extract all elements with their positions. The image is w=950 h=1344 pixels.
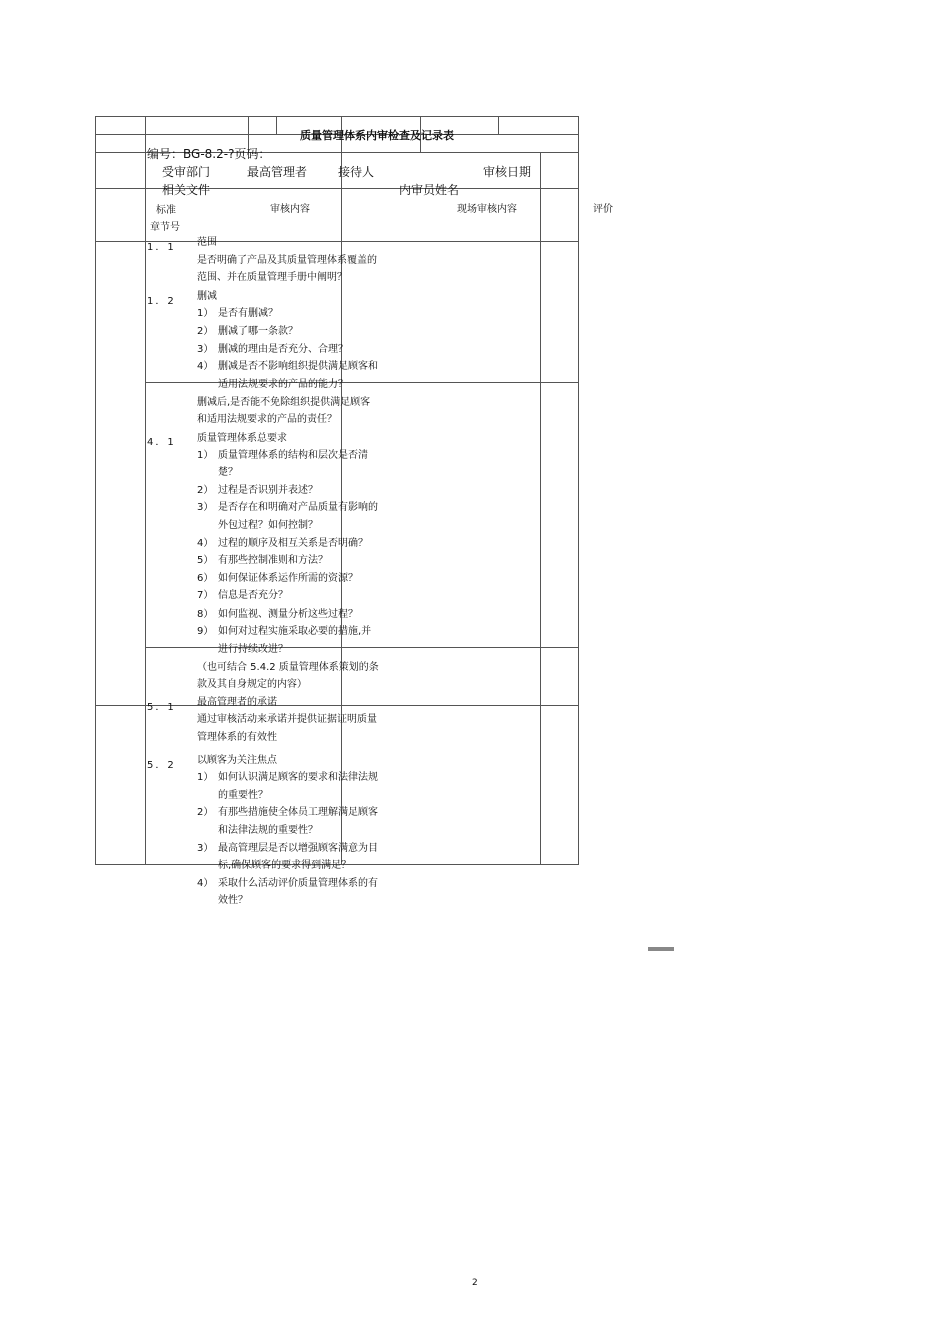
audit-text: 如何认识满足顾客的要求和法律法规 <box>218 772 378 783</box>
grid-line <box>498 116 499 134</box>
audit-text: 是否有删减？ <box>218 308 278 319</box>
audit-text: 过程是否识别并表述？ <box>218 485 318 496</box>
grid-line <box>145 382 579 383</box>
audit-text: 过程的顺序及相互关系是否明确？ <box>218 538 368 549</box>
audit-text: 采取什么活动评价质量管理体系的有 <box>218 878 378 889</box>
page-number: 2 <box>472 1278 478 1288</box>
item-number: 3） <box>197 502 214 513</box>
item-number: 2） <box>197 807 214 818</box>
col-header-standard: 标准 <box>156 205 176 216</box>
audit-text: 和法律法规的重要性？ <box>218 825 318 836</box>
audit-text: 如何监视、测量分析这些过程？ <box>218 609 358 620</box>
audit-text: 有那些控制准则和方法？ <box>218 555 328 566</box>
related-docs-label: 相关文件 <box>162 183 211 197</box>
audit-text: 通过审核活动来承诺并提供证据证明质量 <box>197 714 377 725</box>
clause-title: 删减 <box>197 291 217 302</box>
col-header-onsite-content: 现场审核内容 <box>457 204 517 215</box>
audit-text: 删减是否不影响组织提供满足顾客和 <box>218 361 378 372</box>
audit-text: 有那些措施使全体员工理解满足顾客 <box>218 807 378 818</box>
item-number: 2） <box>197 485 214 496</box>
audit-note: 款及其自身规定的内容） <box>197 679 307 690</box>
audit-text: 是否存在和明确对产品质量有影响的 <box>218 502 378 513</box>
audit-text: 如何对过程实施采取必要的措施,并 <box>218 626 372 637</box>
item-number: 5） <box>197 555 214 566</box>
item-number: 4） <box>197 878 214 889</box>
clause-title: 最高管理者的承诺 <box>197 697 277 708</box>
clause-title: 以顾客为关注焦点 <box>197 755 277 766</box>
grid-line <box>145 647 579 648</box>
grid-line <box>145 116 146 865</box>
item-number: 1） <box>197 450 214 461</box>
top-manager-label: 最高管理者 <box>247 165 308 179</box>
item-number: 1） <box>197 308 214 319</box>
col-header-clause: 章节号 <box>150 222 180 233</box>
clause-number: 5．1 <box>147 702 176 713</box>
item-number: 4） <box>197 361 214 372</box>
item-number: 7） <box>197 590 214 601</box>
audit-text: 进行持续改进？ <box>218 644 288 655</box>
clause-number: 1．1 <box>147 242 176 253</box>
form-title: 质量管理体系内审检查及记录表 <box>300 129 454 142</box>
clause-number: 4．1 <box>147 437 176 448</box>
grid-line <box>95 116 579 117</box>
item-number: 3） <box>197 344 214 355</box>
form-code: 编号：BG-8.2-?页码： <box>147 147 271 161</box>
item-number: 4） <box>197 538 214 549</box>
item-number: 6） <box>197 573 214 584</box>
audit-text: 范围、并在质量管理手册中阐明？ <box>197 272 347 283</box>
grid-line <box>341 116 342 865</box>
grid-line <box>95 116 96 865</box>
audit-text: 楚？ <box>218 467 238 478</box>
audit-text: 标,确保顾客的要求得到满足？ <box>218 860 352 871</box>
clause-number: 1．2 <box>147 296 176 307</box>
receiver-label: 接待人 <box>338 165 375 179</box>
item-number: 8） <box>197 609 214 620</box>
audit-text: 删减后,是否能不免除组织提供满足顾客 <box>197 397 371 408</box>
clause-number: 5．2 <box>147 760 176 771</box>
audit-text: 效性？ <box>218 895 248 906</box>
item-number: 3） <box>197 843 214 854</box>
audit-text: 的重要性？ <box>218 790 268 801</box>
item-number: 9） <box>197 626 214 637</box>
clause-title: 质量管理体系总要求 <box>197 433 287 444</box>
col-header-audit-content: 审核内容 <box>270 204 310 215</box>
audit-text: 外包过程？如何控制？ <box>218 520 318 531</box>
audit-text: 信息是否充分？ <box>218 590 288 601</box>
audit-text: 最高管理层是否以增强顾客满意为目 <box>218 843 378 854</box>
audit-text: 管理体系的有效性 <box>197 732 277 743</box>
audit-text: 如何保证体系运作所需的资源？ <box>218 573 358 584</box>
audit-text: 删减的理由是否充分、合理？ <box>218 344 348 355</box>
auditor-name-label: 内审员姓名 <box>399 183 460 197</box>
col-header-evaluation: 评价 <box>593 204 613 215</box>
clause-title: 范围 <box>197 237 217 248</box>
audit-text: 是否明确了产品及其质量管理体系覆盖的 <box>197 255 377 266</box>
grid-line <box>276 116 277 134</box>
audited-dept-label: 受审部门 <box>162 165 211 179</box>
grid-line <box>540 152 541 865</box>
item-number: 1） <box>197 772 214 783</box>
audit-text: 和适用法规要求的产品的责任？ <box>197 414 337 425</box>
audit-note: （也可结合 5.4.2 质量管理体系策划的条 <box>197 662 379 673</box>
decorative-dash <box>648 947 674 951</box>
audit-text: 适用法规要求的产品的能力？ <box>218 379 348 390</box>
item-number: 2） <box>197 326 214 337</box>
audit-date-label: 审核日期 <box>483 165 532 179</box>
audit-text: 删减了哪一条款？ <box>218 326 298 337</box>
audit-text: 质量管理体系的结构和层次是否清 <box>218 450 368 461</box>
grid-line <box>578 116 579 865</box>
